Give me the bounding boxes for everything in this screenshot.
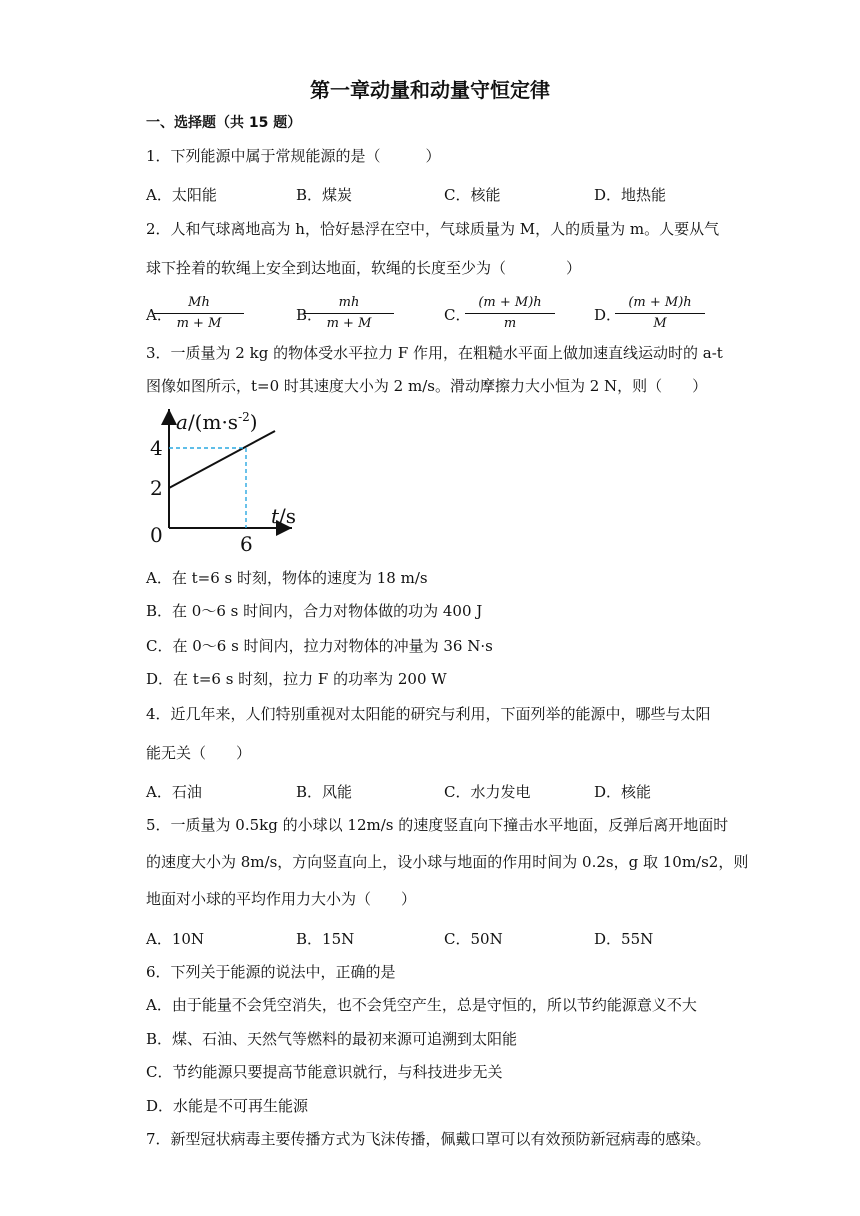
q4-option-b: B．风能 — [296, 783, 353, 801]
origin-label: 0 — [150, 523, 163, 547]
q5-option-b: B．15N — [296, 930, 355, 948]
section-heading: 一、选择题（共 15 题） — [146, 115, 302, 131]
denominator: m + M — [326, 316, 372, 331]
numerator: (m + M)h — [465, 295, 555, 314]
question-3-stem-line1: 3．一质量为 2 kg 的物体受水平拉力 F 作用，在粗糙水平面上做加速直线运动时的 a-t — [146, 344, 723, 362]
denominator: m — [503, 316, 517, 331]
question-4-stem-line2: 能无关（ ） — [146, 744, 252, 762]
q2-option-d-letter: D． — [594, 306, 622, 324]
denominator: m + M — [176, 316, 222, 331]
question-2-stem-line1: 2．人和气球离地高为 h，恰好悬浮在空中，气球质量为 M，人的质量为 m。人要从气 — [146, 220, 720, 238]
a-t-graph — [140, 403, 310, 553]
y-tick-2: 2 — [150, 476, 163, 500]
question-3-stem-line2: 图像如图所示，t=0 时其速度大小为 2 m/s。滑动摩擦力大小恒为 2 N，则（ ） — [146, 377, 708, 395]
question-6-stem: 6．下列关于能源的说法中，正确的是 — [146, 963, 396, 981]
y-tick-4: 4 — [150, 436, 163, 460]
q4-option-c: C．水力发电 — [444, 783, 531, 801]
question-5-stem-line2: 的速度大小为 8m/s，方向竖直向上，设小球与地面的作用时间为 0.2s，g 取 10m/s2，则 — [146, 853, 749, 871]
q6-option-a: A．由于能量不会凭空消失，也不会凭空产生，总是守恒的，所以节约能源意义不大 — [146, 996, 697, 1014]
q6-option-b: B．煤、石油、天然气等燃料的最初来源可追溯到太阳能 — [146, 1030, 518, 1048]
numerator: mh — [304, 295, 394, 314]
numerator: (m + M)h — [615, 295, 705, 314]
numerator: Mh — [154, 295, 244, 314]
q5-option-d: D．55N — [594, 930, 654, 948]
x-tick-6: 6 — [240, 532, 253, 553]
q2-option-c-fraction — [465, 295, 555, 332]
acceleration-line — [169, 431, 275, 488]
q6-option-d: D．水能是不可再生能源 — [146, 1097, 309, 1115]
x-axis-label: t/s — [271, 504, 297, 528]
q1-option-c: C．核能 — [444, 186, 501, 204]
question-7-stem: 7．新型冠状病毒主要传播方式为飞沫传播，佩戴口罩可以有效预防新冠病毒的感染。 — [146, 1130, 711, 1148]
denominator: M — [653, 316, 667, 331]
q1-option-b: B．煤炭 — [296, 186, 353, 204]
q2-option-a-letter: A． — [146, 306, 172, 324]
q2-option-a-fraction — [154, 295, 244, 332]
q5-option-c: C．50N — [444, 930, 503, 948]
q3-option-b: B．在 0～6 s 时间内，合力对物体做的功为 400 J — [146, 602, 483, 620]
q4-option-d: D．核能 — [594, 783, 652, 801]
q3-option-d: D．在 t=6 s 时刻，拉力 F 的功率为 200 W — [146, 670, 447, 688]
q2-option-b-letter: B． — [296, 306, 323, 324]
y-axis-label: $a/(m\cdot s^{-2})$ — [176, 410, 258, 434]
q2-option-b-fraction — [304, 295, 394, 332]
page-title: 第一章动量和动量守恒定律 — [310, 78, 550, 102]
q1-option-d: D．地热能 — [594, 186, 667, 204]
question-5-stem-line1: 5．一质量为 0.5kg 的小球以 12m/s 的速度竖直向下撞击水平地面，反弹后离开地面时 — [146, 816, 729, 834]
q3-option-a: A．在 t=6 s 时刻，物体的速度为 18 m/s — [146, 569, 428, 587]
q4-option-a: A．石油 — [146, 783, 202, 801]
q2-option-c-letter: C． — [444, 306, 471, 324]
question-2-stem-line2: 球下拴着的软绳上安全到达地面，软绳的长度至少为（ ） — [146, 259, 582, 277]
q6-option-c: C．节约能源只要提高节能意识就行，与科技进步无关 — [146, 1063, 503, 1081]
q5-option-a: A．10N — [146, 930, 205, 948]
q2-option-d-fraction — [615, 295, 705, 332]
q3-option-c: C．在 0～6 s 时间内，拉力对物体的冲量为 36 N·s — [146, 637, 493, 655]
q1-option-a: A．太阳能 — [146, 186, 217, 204]
question-4-stem-line1: 4．近几年来，人们特别重视对太阳能的研究与利用，下面列举的能源中，哪些与太阳 — [146, 705, 711, 723]
question-1-stem: 1．下列能源中属于常规能源的是（ ） — [146, 147, 441, 165]
question-5-stem-line3: 地面对小球的平均作用力大小为（ ） — [146, 890, 417, 908]
